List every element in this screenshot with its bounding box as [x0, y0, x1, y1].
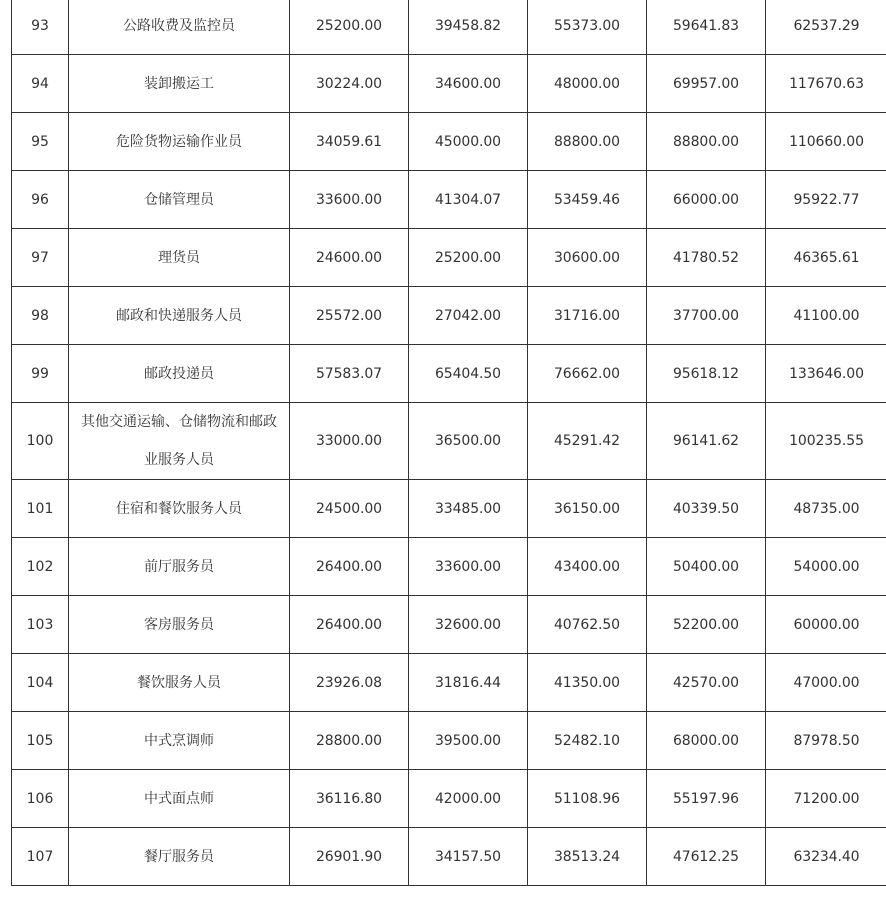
table-row — [12, 770, 886, 828]
wage-value-2: 31816.44 — [409, 654, 528, 712]
wage-value-3: 76662.00 — [528, 345, 647, 403]
wage-value-2: 45000.00 — [409, 113, 528, 171]
wage-value-5: 41100.00 — [766, 287, 886, 345]
wage-value-2: 32600.00 — [409, 596, 528, 654]
table-row — [12, 171, 886, 229]
row-seq: 94 — [12, 55, 69, 113]
wage-value-4: 95618.12 — [647, 345, 766, 403]
wage-value-1: 30224.00 — [290, 55, 409, 113]
row-seq: 100 — [12, 403, 69, 480]
wage-value-4: 41780.52 — [647, 229, 766, 287]
wage-value-1: 57583.07 — [290, 345, 409, 403]
wage-value-5: 95922.77 — [766, 171, 886, 229]
wage-value-5: 48735.00 — [766, 480, 886, 538]
row-seq: 107 — [12, 828, 69, 886]
table-row — [12, 828, 886, 886]
wage-value-2: 33485.00 — [409, 480, 528, 538]
wage-value-5: 87978.50 — [766, 712, 886, 770]
wage-value-3: 36150.00 — [528, 480, 647, 538]
wage-value-2: 25200.00 — [409, 229, 528, 287]
wage-value-3: 48000.00 — [528, 55, 647, 113]
table-row — [12, 403, 886, 480]
wage-value-3: 51108.96 — [528, 770, 647, 828]
wage-value-2: 33600.00 — [409, 538, 528, 596]
wage-value-2: 41304.07 — [409, 171, 528, 229]
wage-value-5: 117670.63 — [766, 55, 886, 113]
wage-value-4: 40339.50 — [647, 480, 766, 538]
table-row — [12, 712, 886, 770]
occupation-name: 餐饮服务人员 — [69, 654, 290, 712]
wage-table-body — [12, 0, 886, 886]
table-row — [12, 113, 886, 171]
wage-value-1: 28800.00 — [290, 712, 409, 770]
table-row — [12, 345, 886, 403]
wage-value-5: 133646.00 — [766, 345, 886, 403]
wage-value-1: 36116.80 — [290, 770, 409, 828]
wage-value-3: 41350.00 — [528, 654, 647, 712]
wage-value-4: 88800.00 — [647, 113, 766, 171]
wage-value-4: 50400.00 — [647, 538, 766, 596]
wage-value-3: 55373.00 — [528, 0, 647, 55]
wage-value-1: 33600.00 — [290, 171, 409, 229]
occupation-name: 理货员 — [69, 229, 290, 287]
wage-value-1: 25200.00 — [290, 0, 409, 55]
wage-value-4: 59641.83 — [647, 0, 766, 55]
wage-value-3: 43400.00 — [528, 538, 647, 596]
wage-value-1: 24600.00 — [290, 229, 409, 287]
wage-value-5: 54000.00 — [766, 538, 886, 596]
occupation-name: 公路收费及监控员 — [69, 0, 290, 55]
occupation-name: 危险货物运输作业员 — [69, 113, 290, 171]
row-seq: 95 — [12, 113, 69, 171]
row-seq: 99 — [12, 345, 69, 403]
row-seq: 98 — [12, 287, 69, 345]
row-seq: 103 — [12, 596, 69, 654]
wage-value-4: 68000.00 — [647, 712, 766, 770]
row-seq: 106 — [12, 770, 69, 828]
wage-value-1: 26901.90 — [290, 828, 409, 886]
row-seq: 96 — [12, 171, 69, 229]
row-seq: 101 — [12, 480, 69, 538]
wage-value-2: 39500.00 — [409, 712, 528, 770]
wage-value-2: 27042.00 — [409, 287, 528, 345]
wage-value-1: 33000.00 — [290, 403, 409, 480]
wage-value-1: 26400.00 — [290, 596, 409, 654]
wage-value-3: 88800.00 — [528, 113, 647, 171]
occupation-name: 中式烹调师 — [69, 712, 290, 770]
wage-value-3: 45291.42 — [528, 403, 647, 480]
wage-value-5: 100235.55 — [766, 403, 886, 480]
wage-value-3: 52482.10 — [528, 712, 647, 770]
wage-value-4: 66000.00 — [647, 171, 766, 229]
wage-value-1: 26400.00 — [290, 538, 409, 596]
occupation-name: 其他交通运输、仓储物流和邮政业服务人员 — [69, 403, 290, 480]
table-row — [12, 55, 886, 113]
wage-value-1: 25572.00 — [290, 287, 409, 345]
wage-value-4: 42570.00 — [647, 654, 766, 712]
wage-value-3: 40762.50 — [528, 596, 647, 654]
row-seq: 93 — [12, 0, 69, 55]
occupation-name: 邮政和快递服务人员 — [69, 287, 290, 345]
wage-value-5: 62537.29 — [766, 0, 886, 55]
wage-value-3: 30600.00 — [528, 229, 647, 287]
wage-value-5: 71200.00 — [766, 770, 886, 828]
wage-value-3: 53459.46 — [528, 171, 647, 229]
wage-value-2: 39458.82 — [409, 0, 528, 55]
wage-value-5: 60000.00 — [766, 596, 886, 654]
table-row — [12, 538, 886, 596]
wage-value-1: 23926.08 — [290, 654, 409, 712]
row-seq: 104 — [12, 654, 69, 712]
wage-value-1: 34059.61 — [290, 113, 409, 171]
row-seq: 105 — [12, 712, 69, 770]
wage-value-5: 63234.40 — [766, 828, 886, 886]
row-seq: 97 — [12, 229, 69, 287]
table-row — [12, 596, 886, 654]
table-row — [12, 480, 886, 538]
wage-value-2: 36500.00 — [409, 403, 528, 480]
wage-value-4: 69957.00 — [647, 55, 766, 113]
wage-value-5: 47000.00 — [766, 654, 886, 712]
occupation-name: 住宿和餐饮服务人员 — [69, 480, 290, 538]
wage-value-2: 65404.50 — [409, 345, 528, 403]
occupation-name: 装卸搬运工 — [69, 55, 290, 113]
row-seq: 102 — [12, 538, 69, 596]
table-row — [12, 654, 886, 712]
occupation-name: 邮政投递员 — [69, 345, 290, 403]
table-row — [12, 229, 886, 287]
wage-value-3: 31716.00 — [528, 287, 647, 345]
wage-value-5: 110660.00 — [766, 113, 886, 171]
occupation-name: 客房服务员 — [69, 596, 290, 654]
wage-value-4: 52200.00 — [647, 596, 766, 654]
wage-table — [11, 0, 886, 886]
wage-value-2: 42000.00 — [409, 770, 528, 828]
wage-value-4: 96141.62 — [647, 403, 766, 480]
wage-value-3: 38513.24 — [528, 828, 647, 886]
occupation-name: 前厅服务员 — [69, 538, 290, 596]
occupation-name: 中式面点师 — [69, 770, 290, 828]
wage-value-2: 34600.00 — [409, 55, 528, 113]
wage-value-4: 47612.25 — [647, 828, 766, 886]
occupation-name: 餐厅服务员 — [69, 828, 290, 886]
occupation-name: 仓储管理员 — [69, 171, 290, 229]
table-row — [12, 287, 886, 345]
table-row — [12, 0, 886, 55]
wage-value-4: 37700.00 — [647, 287, 766, 345]
wage-value-2: 34157.50 — [409, 828, 528, 886]
wage-value-5: 46365.61 — [766, 229, 886, 287]
wage-value-4: 55197.96 — [647, 770, 766, 828]
wage-value-1: 24500.00 — [290, 480, 409, 538]
